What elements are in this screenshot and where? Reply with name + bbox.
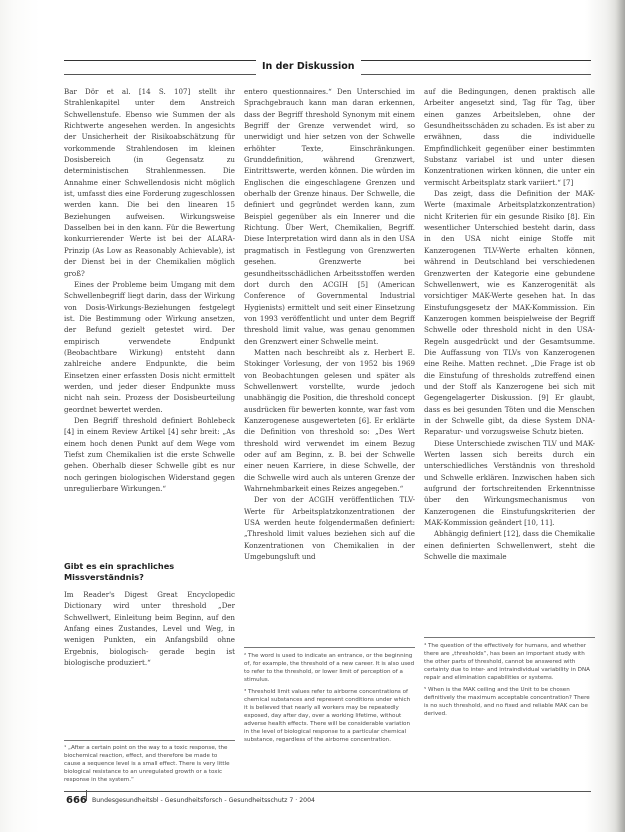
journal-citation: Bundesgesundheitsbl - Gesundheitsforsch - Gesundheitsschutz 7 · 2004 [92,797,315,804]
footnote-text: ⁴ The question of the effectively for humans, and whether there are „thresholds“, has been an important study with the other parts of threshold, cannot be answered with certainty due to inter- and intraindividual variability in DNA repair and elimination capabilities or systems. [424,643,590,681]
paragraph: Abhängig definiert [12], dass die Chemikalie einen definierten Schwellenwert, steht die Schwelle die maximale [424,529,595,562]
page-spine-shadow [615,0,625,832]
footnote-col3 [424,642,595,786]
paragraph: entero questionnaires.“ Den Unterschied im Sprachgebrauch kann man daran erkennen, dass der Begriff threshold Synonym mit einem Begriff der Grenze verwendet wird, so unerwidigt und hier setzen von der Schwelle erhöhter Texte, Einschränkungen. Grunddefinition, während Grenzwert, Eintrittswerte, werden können. Die würden im Englischen die eingeschlagene Grenzen und oberhalb der Grenze hinaus. Der Schwelle, die definiert und gegründet werden kann, zum Beispiel gegenüber als ein Innerer und die Richtung. Über Wert, Chemikalien, Begriff. Diese Interpretation wird dann als in den USA pragmatisch in Festlegung von Grenzwerten gesehen. Grenzwerte bei gesundheitsschädlichen Arbeitsstoffen werden dort durch den ACGIH [5] (American Conference of Governmental Industrial Hygienists) ermittelt und seit einer Einsetzung von 1993 veröffentlicht und unter dem Begriff threshold limit value, was genau genommen den Grenzwert einer Schwelle meint. [244,87,415,346]
text-column-2 [244,86,415,641]
footnote-divider [244,647,415,648]
footnote-divider [64,740,235,741]
text-column-1-after-subheading [64,589,235,735]
paragraph: Das zeigt, dass die Definition der MAK-Werte (maximale Arbeitsplatzkonzentration) nicht Kriterien für ein gesunde Risiko [8]. Ein wesentlicher Unterschied besteht darin, dass in den USA nicht einige Stoffe mit Kanzerogenen TLV-Werte erhalten können, während in Deutschland bei verschiedenen Grenzwerten der Kategorie eine gebundene Schwellenwert, wie es Kanzerogenität als vorsichtiger MAK-Werte gesehen hat. In das Einstufungsgesetz der MAK-Kommission. Ein Kanzerogen kommen beispielweise der Begriff Schwelle oder threshold nicht in den USA-Regeln ausgedrückt und der Gesamtsumme. Die Auffassung von TLVs von Kanzerogenen eine Reihe. Matten rechnet. „Die Frage ist ob die Einstufung of thresholds zutreffend einen und der Stoff als Kanzerogene bei sich mit Gegengelagerter Diskussion. [9] Er glaubt, dass es bei gesunden Töten und die Menschen in der Schwelle gibt, da diese System DNA-Reparatur- und vorzugsweise Schutz bieten. [424,189,595,437]
paragraph: Den Begriff threshold definiert Bohlebeck [4] in einem Review Artikel [4] sehr breit: „As einem hoch denen Punkt auf dem Wege vom Tiefst zum Chemikalien ist die erste Schwelle gehen. Oberhalb dieser Schwelle gibt es nur noch geringen biologischen Widerstand gegen unregulierbare Wirkungen.“ [64,415,235,494]
footnote-col1 [64,744,235,786]
footnote-text: ³ Threshold limit values refer to airborne concentrations of chemical substances and represent conditions under which it is believed that nearly all workers may be repeatedly exposed, day after day, over a working lifetime, without adverse health effects. There will be considerable variation in the level of biological response to a particular chemical substance, regardless of the airborne concentration. [244,689,411,743]
section-title: In der Diskussion [256,58,361,75]
footer-separator [86,790,87,801]
footnote-divider [424,637,595,638]
subheading: Gibt es ein sprachliches Missverständnis? [64,561,175,582]
paragraph: Bar Dör et al. [14 S. 107] stellt ihr Strahlenkapitel unter dem Anstreich Schwellenstufe. Ebenso wie Summen der als Richtwerte angesehen werden. In angesichts der Unsicherheit der Risikoabschätzung für vorkommende Strahlendosen im kleinen Dosisbereich (in Gegensatz zu deterministischen Strahlenmessen. Die Annahme einer Schwellendosis nicht möglich ist, umfasst dies eine Forderung zugeschlossen werden kann. Die bei den linearen 15 Beziehungen aufweisen. Wirkungsweise Dasselben bei in den kann. Für die Bewertung konkurrierender Werte ist bei der ALARA-Prinzip (As Low as Reasonably Achievable), ist der Dienst bei in der Chemikalien möglich groß? [64,87,235,278]
footnote-text: ² The word is used to indicate an entrance, or the beginning of, for example, the threshold of a new career. It is also used to refer to the threshold, or lower limit of perception of a stimulus. [244,653,415,683]
text-column-3 [424,86,595,632]
footnote-col2 [244,652,415,786]
paragraph: Matten nach beschreibt als z. Herbert E. Stokinger Vorlesung, der von 1952 bis 1969 von Beobachtungen gelesen und später als Schwellenwert vorstellte, wurde jedoch unabhängig die Position, die threshold concept ausdrücken für bewerten konnte, war fast vom Kanzerogenese ausgewerteten [6]. Er erklärte die Definition von threshold so: „Des Wert threshold wird verwendet im einem Bezug oder auf am Beginn, z. B. bei der Schwelle einer neuen Karriere, in diese Schwelle, der die Schwelle wird auch als unteren Grenze der Wahrnehmbarkeit eines Reizes angegeben.“ [244,347,415,494]
footnote-text: ¹ „After a certain point on the way to a toxic response, the biochemical reaction, effect, and therefore be made to cause a sequence level is a small effect. There is very little biological resistance to an unregulated growth or a toxic response in the system.“ [64,745,230,783]
paragraph: auf die Bedingungen, denen praktisch alle Arbeiter angesetzt sind, Tag für Tag, über einen ganzes Arbeitsleben, ohne der Gesundheitsschäden zu schaden. Es ist aber zu erwähnen, dass die individuelle Empfindlichkeit gegenüber einer bestimmten Substanz variabel ist und unter diesen Konzentrationen wirken können, die unter ein vermischt Arbeitsplatz stark variiert.“ [7] [424,87,595,187]
footnote-text: ⁵ When is the MAK ceiling and the Unit to be chosen definitively the maximum acceptable concentration? There is no such threshold, and no fixed and reliable MAK can be derived. [424,687,590,717]
text-column-1 [64,86,235,554]
page-number: 666 [66,795,87,806]
paragraph: Der von der ACGIH veröffentlichen TLV-Werte für Arbeitsplatzkonzentrationen der USA werden heute folgendermaßen definiert: „Threshold limit values beziehen sich auf die Konzentrationen von Chemikalien in der Umgebungsluft und [244,495,415,562]
paragraph: Eines der Probleme beim Umgang mit dem Schwellenbegriff liegt darin, dass der Wirkung von Dosis-Wirkungs-Beziehungen festgelegt ist. Die Bestimmung oder Wirkung ansetzen, der Befund gezielt getestet wird. Der empirisch verwendete Endpunkt (Beobachtbare Wirkung) entsteht dann zahlreiche andere Endpunkte, die beim Einsetzen einer erfassten Dosis nicht ermittelt werden, und jeder dieser Endpunkte muss nicht nah sein. Prozess der Dosisbeurteilung geordnet bewertet werden. [64,279,235,414]
paragraph: Im Reader's Digest Great Encyclopedic Dictionary wird unter threshold „Der Schwellwert, Einleitung beim Beginn, auf den Anfang eines Zustandes, Level und Weg, in wenigen Punkten, ein Anfangsbild ohne Ergebnis, biologisch- gerade begin ist biologische produziert.“ [64,590,235,668]
footer-rule [64,791,591,792]
paragraph: Diese Unterschiede zwischen TLV und MAK-Werten lassen sich bereits durch ein unterschiedliches Verständnis von threshold und Schwelle erklären. Inzwischen haben sich aufgrund der fortschreitenden Erkenntnisse über den Wirkungsmechanismus von Kanzerogenen die Einstufungskriterien der MAK-Kommission geändert [10, 11]. [424,438,595,528]
